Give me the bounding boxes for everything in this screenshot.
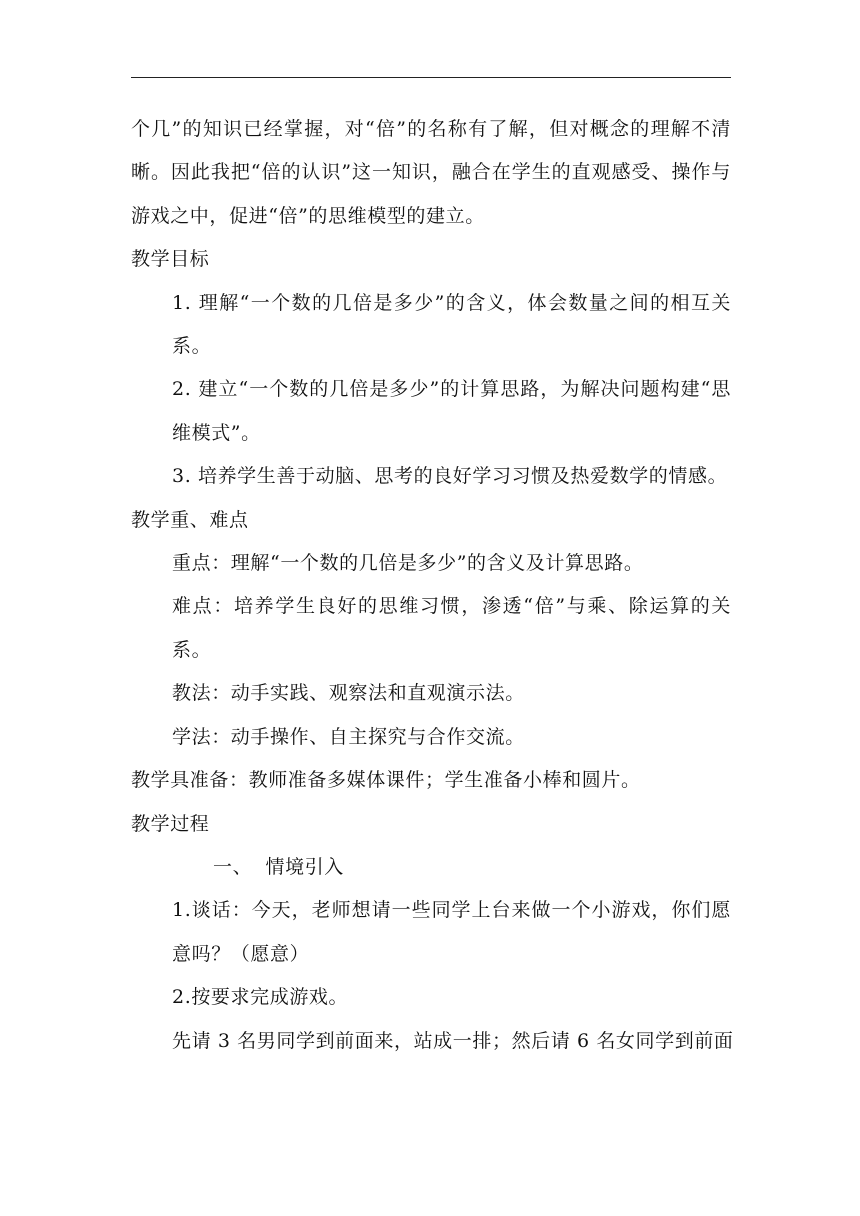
process-step-2-detail: 先请 3 名男同学到前面来，站成一排；然后请 6 名女同学到前面 [172, 1029, 734, 1052]
heading-key-difficult-points: 教学重、难点 [131, 508, 249, 531]
heading-teaching-process: 教学过程 [131, 812, 210, 835]
heading-teaching-goals: 教学目标 [131, 248, 210, 271]
goal-item-3: 3. 培养学生善于动脑、思考的良好学习习惯及热爱数学的情感。 [172, 465, 728, 488]
section-heading-1: 一、 情境引入 [213, 855, 344, 878]
document-body [131, 108, 734, 1063]
goal-item-2: 2. 建立“一个数的几倍是多少”的计算思路，为解决问题构建“思维模式”。 [172, 378, 731, 444]
header-rule [131, 77, 731, 78]
paragraph-intro-continuation: 个几”的知识已经掌握，对“倍”的名称有了解，但对概念的理解不清晰。因此我把“倍的认识”这一知识，融合在学生的直观感受、操作与游戏之中，促进“倍”的思维模型的建立。 [131, 118, 731, 227]
teaching-method: 教法：动手实践、观察法和直观演示法。 [172, 682, 525, 705]
process-step-1: 1.谈话：今天，老师想请一些同学上台来做一个小游戏，你们愿意吗？（愿意） [172, 899, 731, 965]
difficult-point: 难点：培养学生良好的思维习惯，渗透“倍”与乘、除运算的关系。 [172, 595, 731, 661]
learning-method: 学法：动手操作、自主探究与合作交流。 [172, 725, 525, 748]
teaching-aids: 教学具准备：教师准备多媒体课件；学生准备小棒和圆片。 [131, 769, 641, 792]
key-point: 重点：理解“一个数的几倍是多少”的含义及计算思路。 [172, 552, 644, 575]
goal-item-1: 1. 理解“一个数的几倍是多少”的含义，体会数量之间的相互关系。 [172, 291, 731, 358]
process-step-2: 2.按要求完成游戏。 [172, 986, 349, 1009]
